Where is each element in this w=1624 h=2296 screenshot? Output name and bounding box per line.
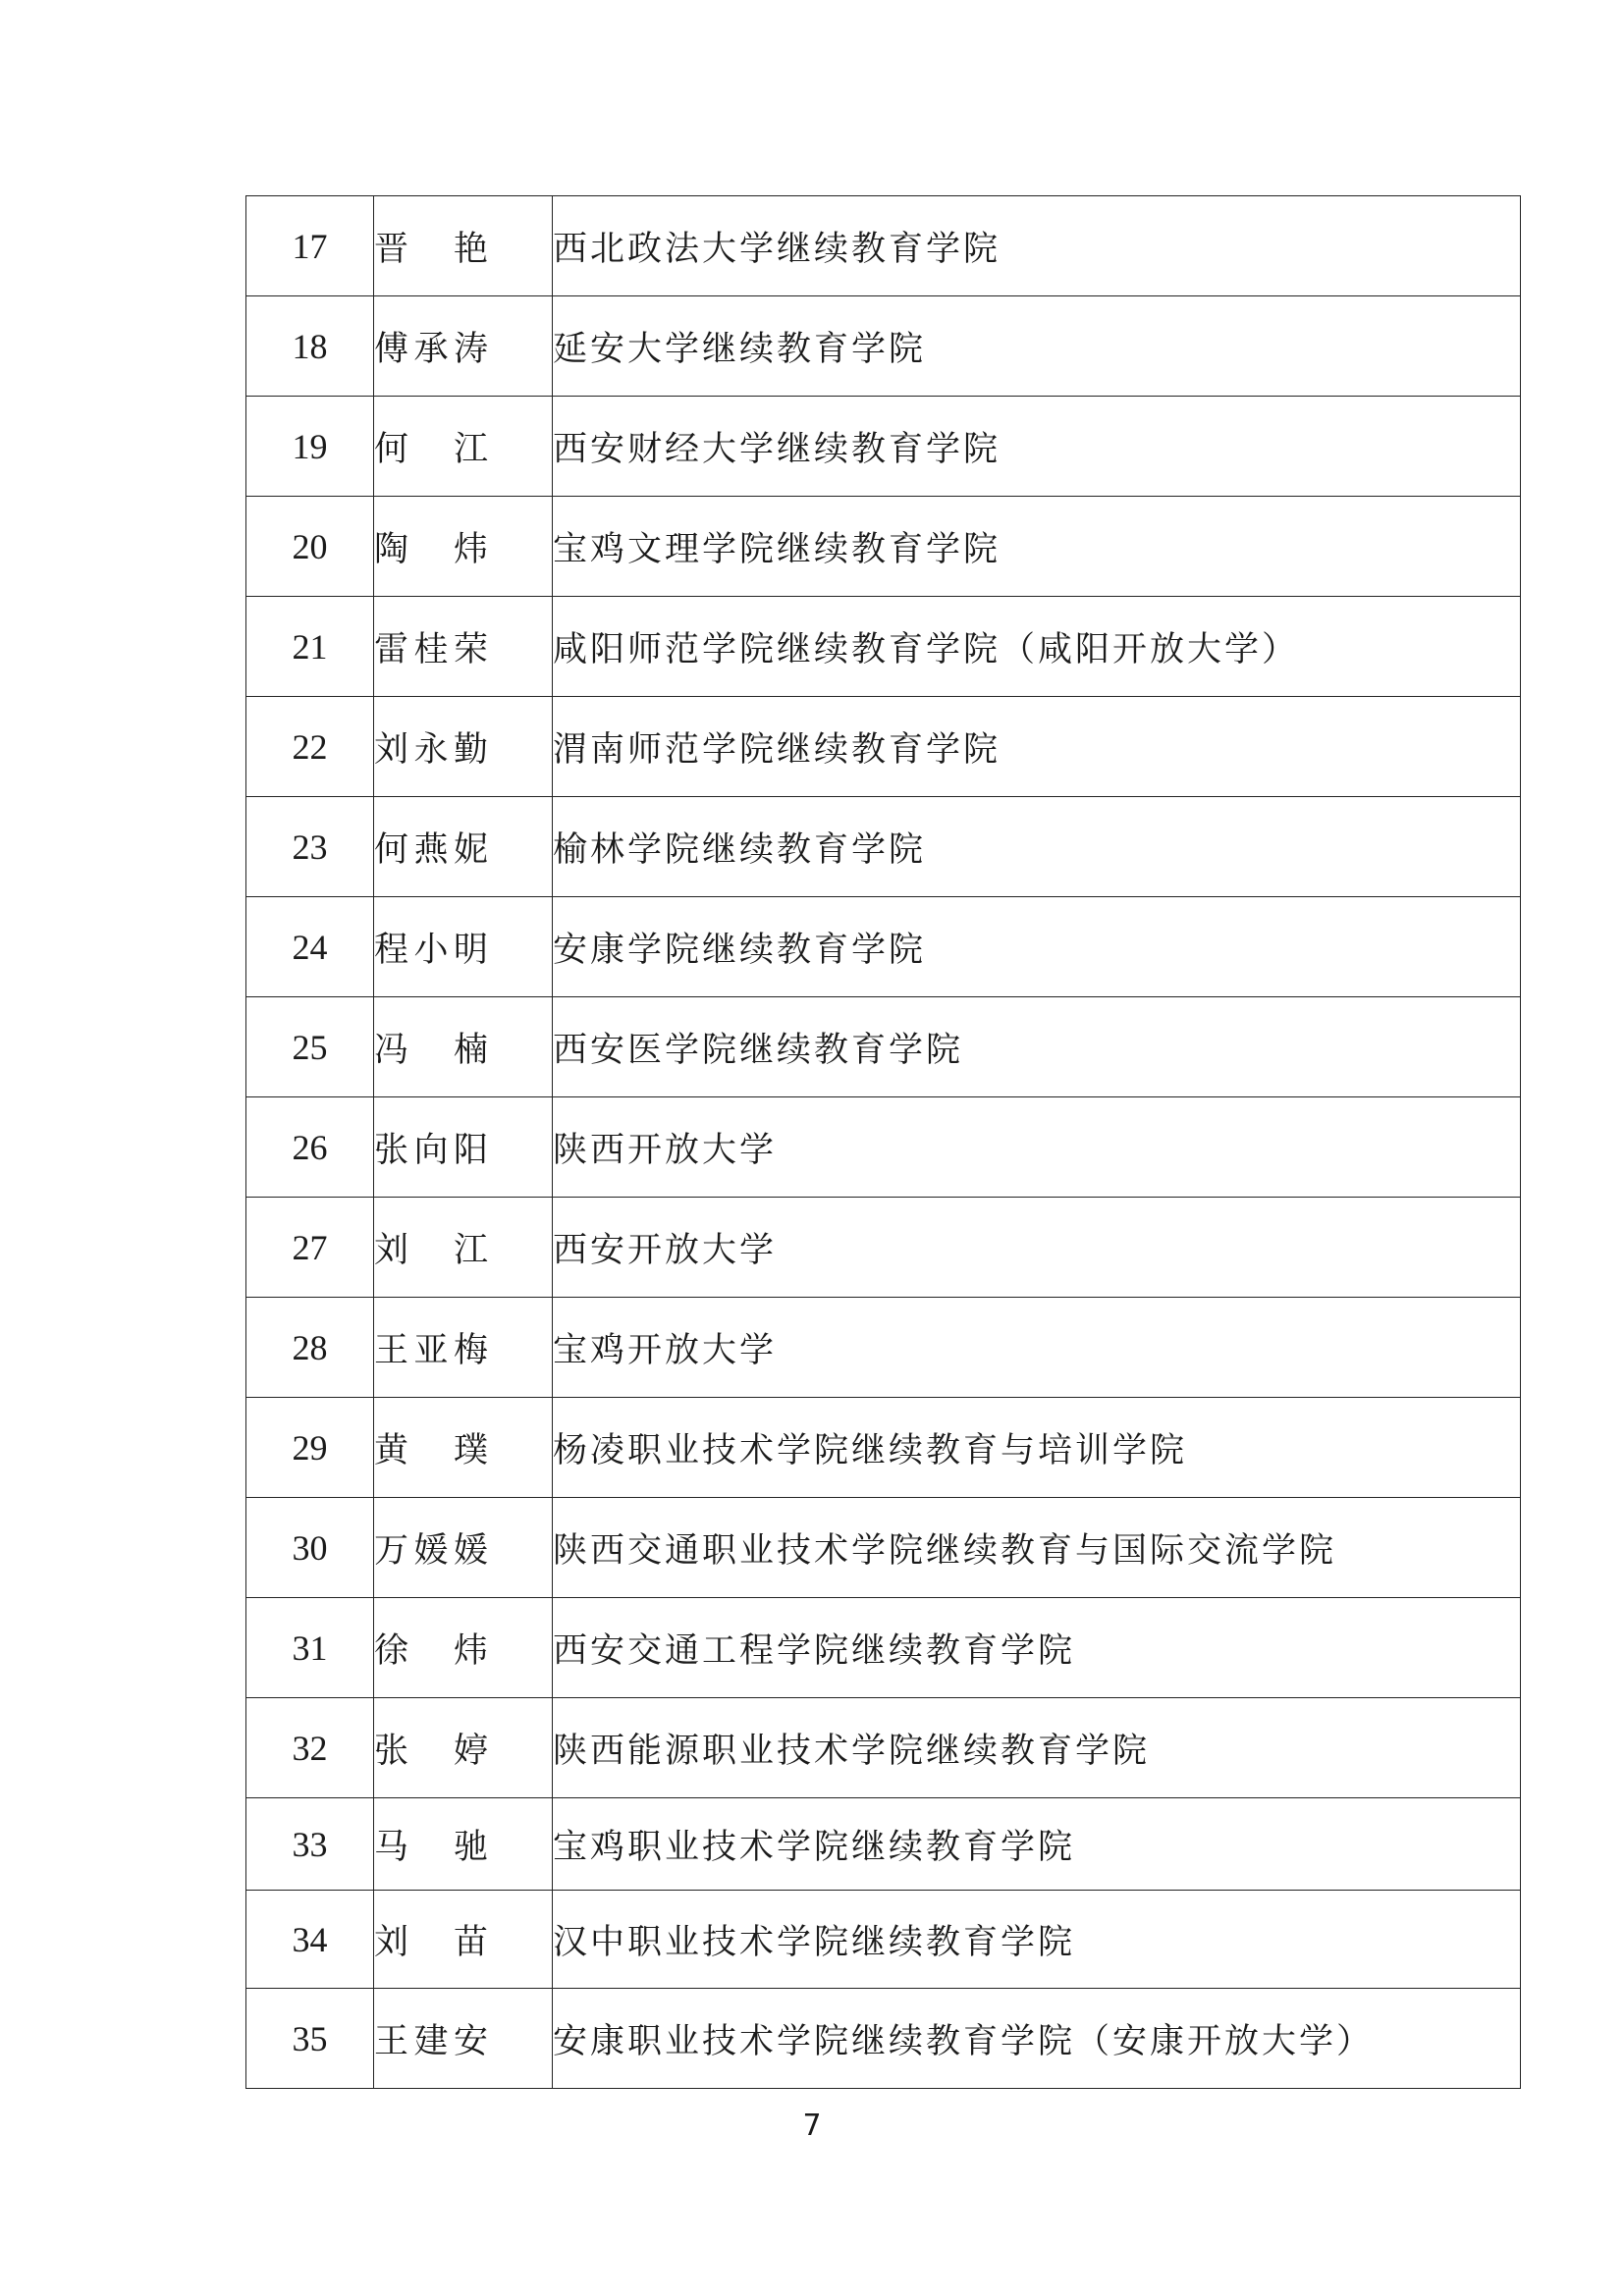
row-number-cell: 33 (246, 1798, 374, 1891)
person-name: 刘 苗 (374, 1922, 490, 1962)
person-name-cell (374, 997, 553, 1097)
person-name-cell (374, 497, 553, 597)
table-row (246, 1498, 1521, 1598)
institution-cell: 延安大学继续教育学院 (553, 296, 1521, 397)
person-name-cell (374, 1097, 553, 1198)
row-number-cell: 18 (246, 296, 374, 397)
person-name: 雷桂荣 (374, 629, 490, 669)
roster-table (245, 195, 1521, 2089)
row-number-cell: 25 (246, 997, 374, 1097)
institution-cell: 渭南师范学院继续教育学院 (553, 697, 1521, 797)
row-number-cell: 21 (246, 597, 374, 697)
table-row (246, 597, 1521, 697)
person-name-cell (374, 196, 553, 296)
table-row (246, 1698, 1521, 1798)
person-name: 程小明 (374, 930, 490, 970)
table-row (246, 296, 1521, 397)
institution-cell: 安康学院继续教育学院 (553, 897, 1521, 997)
institution-cell: 杨凌职业技术学院继续教育与培训学院 (553, 1398, 1521, 1498)
institution-cell: 榆林学院继续教育学院 (553, 797, 1521, 897)
person-name: 傅承涛 (374, 329, 490, 369)
person-name-cell (374, 397, 553, 497)
table-row (246, 196, 1521, 296)
table-row (246, 497, 1521, 597)
person-name-cell (374, 296, 553, 397)
table-row (246, 1598, 1521, 1698)
table-row (246, 1298, 1521, 1398)
person-name: 张 婷 (374, 1731, 490, 1771)
person-name: 王亚梅 (374, 1330, 490, 1370)
table-row (246, 1798, 1521, 1891)
roster-table-body (246, 196, 1521, 2089)
table-row (246, 1891, 1521, 1989)
institution-cell: 陕西开放大学 (553, 1097, 1521, 1198)
table-row (246, 697, 1521, 797)
person-name-cell (374, 1498, 553, 1598)
person-name: 冯 楠 (374, 1030, 490, 1070)
person-name-cell (374, 797, 553, 897)
person-name: 何 江 (374, 429, 490, 469)
row-number-cell: 26 (246, 1097, 374, 1198)
institution-cell: 西安开放大学 (553, 1198, 1521, 1298)
person-name: 刘永勤 (374, 729, 490, 770)
institution-cell: 宝鸡文理学院继续教育学院 (553, 497, 1521, 597)
person-name-cell (374, 1198, 553, 1298)
row-number-cell: 31 (246, 1598, 374, 1698)
table-row (246, 1398, 1521, 1498)
row-number-cell: 35 (246, 1989, 374, 2089)
institution-cell: 陕西能源职业技术学院继续教育学院 (553, 1698, 1521, 1798)
table-row (246, 1989, 1521, 2089)
institution-cell: 西安医学院继续教育学院 (553, 997, 1521, 1097)
person-name-cell (374, 1798, 553, 1891)
person-name-cell (374, 1598, 553, 1698)
row-number-cell: 28 (246, 1298, 374, 1398)
table-row (246, 797, 1521, 897)
institution-cell: 宝鸡职业技术学院继续教育学院 (553, 1798, 1521, 1891)
person-name: 黄 璞 (374, 1430, 490, 1470)
institution-cell: 西安交通工程学院继续教育学院 (553, 1598, 1521, 1698)
row-number-cell: 17 (246, 196, 374, 296)
person-name: 陶 炜 (374, 529, 490, 569)
row-number-cell: 19 (246, 397, 374, 497)
row-number-cell: 23 (246, 797, 374, 897)
person-name: 马 驰 (374, 1827, 490, 1867)
table-row (246, 397, 1521, 497)
table-row (246, 897, 1521, 997)
person-name: 刘 江 (374, 1230, 490, 1270)
institution-cell: 西安财经大学继续教育学院 (553, 397, 1521, 497)
institution-cell: 咸阳师范学院继续教育学院（咸阳开放大学） (553, 597, 1521, 697)
person-name-cell (374, 897, 553, 997)
institution-cell: 安康职业技术学院继续教育学院（安康开放大学） (553, 1989, 1521, 2089)
row-number-cell: 27 (246, 1198, 374, 1298)
row-number-cell: 34 (246, 1891, 374, 1989)
row-number-cell: 22 (246, 697, 374, 797)
row-number-cell: 30 (246, 1498, 374, 1598)
row-number-cell: 24 (246, 897, 374, 997)
page-number: 7 (802, 2109, 822, 2143)
institution-cell: 西北政法大学继续教育学院 (553, 196, 1521, 296)
person-name-cell (374, 1698, 553, 1798)
person-name: 王建安 (374, 2021, 490, 2061)
person-name: 张向阳 (374, 1130, 490, 1170)
person-name: 晋 艳 (374, 229, 490, 269)
person-name-cell (374, 697, 553, 797)
person-name-cell (374, 1398, 553, 1498)
table-row (246, 1097, 1521, 1198)
institution-cell: 宝鸡开放大学 (553, 1298, 1521, 1398)
person-name-cell (374, 597, 553, 697)
person-name-cell (374, 1891, 553, 1989)
person-name: 何燕妮 (374, 829, 490, 870)
institution-cell: 汉中职业技术学院继续教育学院 (553, 1891, 1521, 1989)
table-row (246, 997, 1521, 1097)
row-number-cell: 29 (246, 1398, 374, 1498)
person-name-cell (374, 1989, 553, 2089)
institution-cell: 陕西交通职业技术学院继续教育与国际交流学院 (553, 1498, 1521, 1598)
row-number-cell: 20 (246, 497, 374, 597)
person-name-cell (374, 1298, 553, 1398)
person-name: 徐 炜 (374, 1630, 490, 1671)
row-number-cell: 32 (246, 1698, 374, 1798)
person-name: 万媛媛 (374, 1530, 490, 1571)
table-row (246, 1198, 1521, 1298)
